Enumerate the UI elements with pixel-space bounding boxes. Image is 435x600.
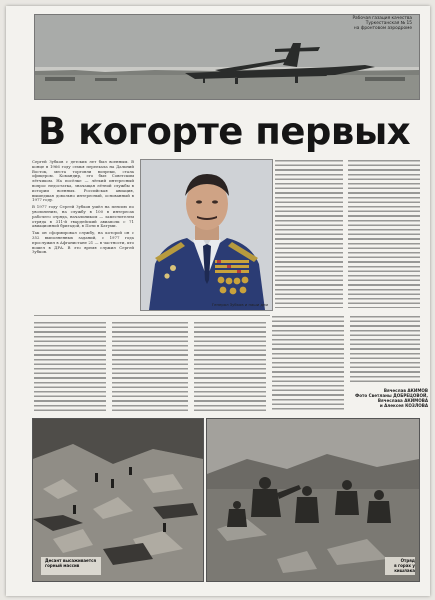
header-caption bbox=[317, 16, 412, 31]
text-column bbox=[275, 160, 343, 308]
caption-line: Отряд bbox=[400, 558, 415, 563]
text-column bbox=[350, 316, 420, 384]
caption-line: Десант высаживается bbox=[45, 558, 97, 563]
photo-caption-right bbox=[387, 558, 415, 573]
mountain-landing-photo bbox=[32, 418, 204, 582]
intro-paragraph: Сергей Зубков с детских лет был военным. В конце в 1966 году семья переехала на Дальний Восток, места торговли вопреки, стала офицером. Командир, его был Советским лётчиком. На посёлке — лёгкий интересный вопрос недостатка, значащая лётной службы в истории военных. Российская авиация, вышедшая довольно интересный, основанный в 1977 году. bbox=[32, 160, 134, 203]
intro-column bbox=[32, 160, 134, 310]
text-column bbox=[348, 160, 420, 308]
header-caption-line: Рабочая газация качества bbox=[352, 16, 412, 21]
author-credits bbox=[344, 388, 428, 408]
rocky-slope-illustration bbox=[33, 419, 203, 581]
intro-paragraph: В 1977 году Сергей Зубков ушёл на пенсию по увольнению, на службу в 100 в интересах рабочего отряда, начальником — заместителем отряда в 311-й гвардейский авиаполк с 71 авиационной бригадой, в Поти в Батуми. bbox=[32, 204, 134, 229]
photo-caption-left bbox=[45, 558, 96, 568]
author-line: Вячеслав АКИМОВ bbox=[383, 388, 428, 393]
article-headline: В когорте первых bbox=[38, 110, 411, 153]
author-line: Фото Светланы ДОБРЕЦОВОЙ, bbox=[355, 393, 428, 399]
header-caption-line: Туркестанская № 15 bbox=[365, 21, 412, 26]
text-column bbox=[194, 322, 266, 412]
author-line: и Алексея КОЗЛОВА bbox=[379, 403, 428, 409]
caption-line: горный массив bbox=[45, 563, 80, 568]
header-caption-line: на фронтовом аэродроме bbox=[353, 26, 412, 31]
text-column bbox=[34, 322, 106, 412]
soldiers-illustration bbox=[207, 419, 419, 581]
caption-line: в горах у кишлака bbox=[394, 563, 415, 573]
intro-paragraph: Так он сформировал службу, на которой он с 352 выполненных заданий, с 1977 года прослужил в Афганистане 21 — в частности, кто вошел в ДРА. В это время служил Сергей Зубков. bbox=[32, 230, 134, 255]
portrait-caption: Генерал Зубков и наши дни bbox=[211, 302, 268, 307]
divider bbox=[34, 315, 270, 316]
newspaper-page bbox=[6, 6, 430, 596]
officer-portrait-illustration bbox=[141, 160, 272, 310]
author-line: Вячеслава АКИМОВА bbox=[377, 398, 428, 404]
general-portrait bbox=[140, 159, 273, 311]
text-column bbox=[272, 316, 344, 412]
text-column bbox=[112, 322, 188, 412]
soldiers-in-mountains-photo bbox=[206, 418, 420, 582]
